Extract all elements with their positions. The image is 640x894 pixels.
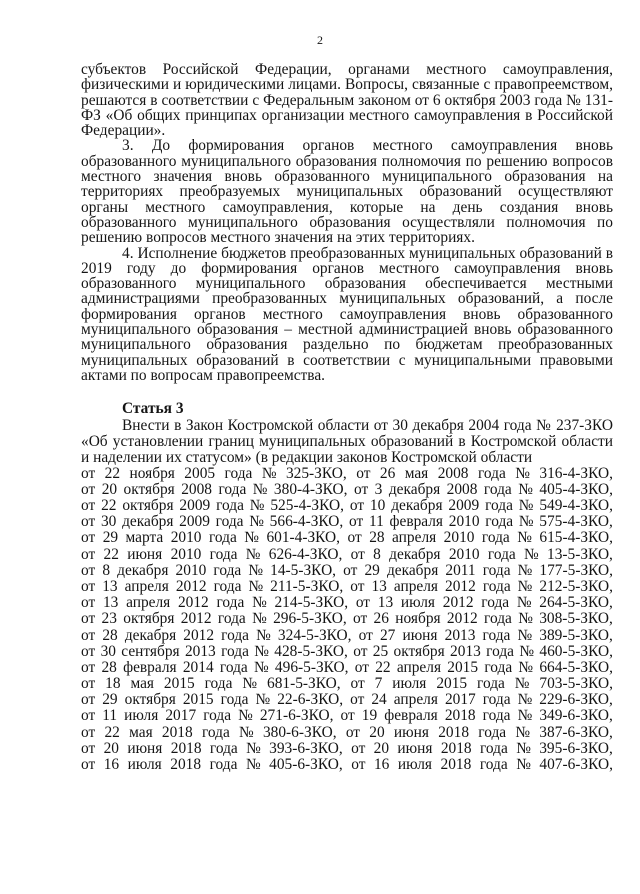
- amendment-word: октября: [393, 642, 445, 660]
- amendment-word: 16: [373, 756, 390, 773]
- amendment-word: от: [350, 675, 365, 693]
- amendment-word: 20: [103, 739, 119, 757]
- amendment-word: года: [209, 545, 238, 563]
- amendment-word: 18: [105, 675, 121, 693]
- section-gap: [81, 383, 613, 401]
- amendment-word: 2018: [438, 723, 470, 741]
- amendment-word: года: [486, 642, 515, 660]
- amendment-word: года: [481, 594, 510, 612]
- amendment-word: 2005: [184, 464, 216, 482]
- amendment-word: №: [517, 691, 533, 709]
- amendment-word: 2010: [170, 529, 202, 547]
- amendment-word: 703-5-ЗКО,: [539, 675, 613, 693]
- amendment-word: №: [245, 545, 261, 563]
- amendment-word: 2010: [448, 545, 480, 563]
- page-number: 2: [317, 33, 323, 47]
- amendment-word: 2009: [179, 497, 211, 514]
- amendment-word: от: [350, 691, 365, 709]
- amendment-word: марта: [125, 529, 164, 547]
- amendment-word: декабря: [388, 480, 441, 498]
- amendment-word: от: [81, 675, 96, 693]
- amendment-word: №: [518, 480, 533, 498]
- amendment-word: сентября: [121, 642, 180, 660]
- amendment-word: 2015: [447, 658, 479, 676]
- amendment-word: №: [245, 756, 261, 773]
- amendment-word: 264-5-ЗКО,: [539, 594, 613, 612]
- amendment-word: 22: [104, 464, 121, 482]
- amendment-word: 549-4-ЗКО,: [539, 497, 613, 514]
- amendment-word: июля: [127, 756, 162, 773]
- amendment-word: 664-5-ЗКО,: [539, 658, 613, 676]
- amendment-word: 7: [374, 675, 383, 693]
- amendment-word: от: [81, 658, 96, 676]
- amendment-word: 2012: [183, 626, 215, 644]
- amendment-word: года: [484, 658, 513, 676]
- amendment-word: №: [524, 545, 539, 563]
- amendment-word: №: [519, 642, 535, 660]
- amendment-word: 214-5-ЗКО,: [274, 594, 349, 612]
- amendment-word: года: [482, 577, 511, 595]
- amendment-word: №: [252, 610, 267, 628]
- amendment-word: №: [517, 707, 533, 725]
- amendment-line: [81, 757, 613, 773]
- amendment-word: 2010: [170, 545, 202, 563]
- amendment-word: 405-4-ЗКО,: [539, 480, 613, 498]
- amendment-word: 11: [368, 513, 384, 531]
- amendment-word: 2013: [184, 642, 216, 660]
- amendment-word: от: [349, 497, 365, 514]
- amendment-word: года: [203, 707, 232, 725]
- amendment-word: от: [81, 480, 96, 498]
- amendment-word: 2012: [175, 577, 207, 595]
- amendment-word: 395-6-ЗКО,: [539, 739, 613, 757]
- amendment-word: 8: [373, 545, 381, 563]
- amendment-word: года: [213, 577, 242, 595]
- amendment-word: от: [81, 691, 96, 709]
- amendment-word: от: [351, 739, 366, 757]
- amendment-word: 13-5-ЗКО,: [547, 545, 613, 563]
- amendment-word: №: [249, 513, 264, 531]
- amendment-word: 14-5-ЗКО,: [270, 561, 337, 579]
- amendment-word: года: [221, 642, 249, 660]
- amendment-word: от: [81, 577, 96, 595]
- amendment-word: 2018: [170, 756, 202, 773]
- amendment-word: 2012: [446, 610, 478, 628]
- amendment-word: 601-4-ЗКО,: [266, 529, 341, 547]
- amendment-word: 325-ЗКО,: [285, 464, 347, 482]
- amendment-word: 389-5-ЗКО,: [539, 626, 613, 644]
- amendment-word: 2018: [440, 756, 472, 773]
- amendment-word: года: [479, 756, 508, 773]
- amendment-word: года: [485, 497, 513, 514]
- amendment-word: от: [81, 513, 96, 531]
- amendment-word: года: [479, 739, 508, 757]
- amendment-word: 13: [377, 594, 394, 612]
- amendment-word: 380-6-ЗКО,: [262, 723, 337, 741]
- amendment-word: от: [350, 545, 365, 563]
- amendment-word: 2009: [179, 513, 210, 531]
- amendment-word: №: [518, 513, 534, 531]
- amendment-word: 212-5-ЗКО,: [539, 577, 613, 595]
- amendment-word: апреля: [393, 691, 438, 709]
- amendment-word: апреля: [396, 658, 442, 676]
- amendment-word: от: [81, 545, 96, 563]
- amendment-word: от: [81, 739, 96, 757]
- amendment-word: года: [209, 739, 238, 757]
- amendment-line: [81, 725, 613, 741]
- amendment-line: [81, 595, 613, 611]
- amendment-word: 28: [101, 658, 117, 676]
- amendment-word: июня: [127, 545, 163, 563]
- amendment-word: октября: [122, 497, 174, 514]
- amendment-word: от: [81, 594, 96, 612]
- amendment-word: февраля: [123, 658, 177, 676]
- amendment-word: апреля: [393, 577, 438, 595]
- paragraph-item-4: 4. Исполнение бюджетов преобразованных муниципальных образований в 2019 году до формирования органов местного самоуправления вновь образованного муниципального образования обеспечивается местными администрациями преобразованных муниципальных образований, а после формирования органов местного самоуправления вновь образованного муниципального образования – местной администрацией вновь образованного муниципального образования раздельно по бюджетам преобразованных муниципальных образований в соответствии с муниципальными правовыми актами по вопросам правопреемства.: [81, 244, 613, 384]
- amendment-word: 29: [364, 561, 380, 579]
- amendment-word: декабря: [391, 497, 443, 514]
- amendment-word: 22-6-ЗКО,: [277, 691, 344, 709]
- amendment-word: 2008: [446, 480, 478, 498]
- amendment-word: 26: [379, 464, 396, 482]
- amendment-word: 324-5-ЗКО,: [277, 626, 352, 644]
- amendment-word: года: [216, 594, 245, 612]
- amendment-word: №: [246, 739, 261, 757]
- amendment-word: от: [81, 756, 96, 773]
- amendment-word: №: [256, 626, 271, 644]
- amendment-word: октября: [123, 480, 175, 498]
- amendment-word: 2015: [182, 691, 214, 709]
- amendment-word: декабря: [122, 513, 174, 531]
- amendment-word: №: [518, 497, 534, 514]
- amendment-word: 407-6-ЗКО,: [539, 756, 613, 773]
- amendment-word: 20: [101, 480, 118, 498]
- amendment-line: [81, 482, 613, 498]
- amendment-word: от: [347, 529, 362, 547]
- amendment-word: от: [345, 723, 361, 741]
- amendment-word: года: [482, 691, 511, 709]
- amendment-word: года: [484, 610, 512, 628]
- amendment-line: [81, 611, 613, 627]
- amendment-word: 2013: [450, 642, 481, 660]
- amendment-word: года: [215, 513, 244, 531]
- amendment-word: 13: [102, 577, 118, 595]
- amendment-word: декабря: [124, 626, 177, 644]
- amendment-word: №: [517, 626, 533, 644]
- amendment-word: 29: [102, 691, 118, 709]
- amendment-word: №: [261, 464, 277, 482]
- amendment-word: ноября: [395, 610, 441, 628]
- amendment-word: 13: [371, 577, 387, 595]
- amendment-word: 2015: [163, 675, 195, 693]
- amendment-word: от: [340, 707, 355, 725]
- amendment-word: 428-5-ЗКО,: [274, 642, 348, 660]
- amendment-line: [81, 466, 613, 482]
- amendment-word: 681-5-ЗКО,: [267, 675, 341, 693]
- amendment-word: года: [482, 626, 511, 644]
- amendment-word: №: [249, 497, 265, 514]
- amendment-line: [81, 514, 613, 530]
- amendment-word: года: [483, 480, 512, 498]
- amendment-word: 8: [102, 561, 111, 579]
- amendment-word: №: [518, 658, 534, 676]
- amendment-word: 2010: [443, 529, 475, 547]
- amendment-word: года: [485, 513, 514, 531]
- amendment-word: №: [515, 464, 530, 482]
- amendment-word: 2018: [444, 707, 476, 725]
- amendment-word: от: [354, 658, 369, 676]
- amendment-word: от: [81, 610, 96, 628]
- amendment-word: 19: [361, 707, 378, 725]
- amendment-word: №: [517, 529, 532, 547]
- amendment-word: 22: [104, 723, 120, 741]
- amendment-word: 308-5-ЗКО,: [539, 610, 613, 628]
- amendment-word: №: [518, 610, 533, 628]
- amendment-word: 20: [369, 723, 385, 741]
- amendment-word: №: [516, 594, 532, 612]
- amendment-word: 2017: [444, 691, 476, 709]
- amendment-word: года: [477, 675, 505, 693]
- amendment-word: 3: [374, 480, 383, 498]
- amendment-word: 387-6-ЗКО,: [539, 723, 613, 741]
- amendment-line: [81, 498, 613, 514]
- amendment-word: года: [201, 723, 230, 741]
- amendment-word: №: [238, 707, 253, 725]
- amendment-word: года: [224, 464, 253, 482]
- amendment-word: №: [248, 577, 264, 595]
- paragraph-continuation: субъектов Российской Федерации, органами местного самоуправления, физическими и юридическими лицами. Вопросы, связанные с правопреемством, решаются в соответствии с Федеральным законом от 6 октября 2003 года № 131-ФЗ «Об общих принципах организации местного самоуправления в Российской Федерации».: [81, 61, 613, 140]
- amendment-word: 496-5-ЗКО,: [274, 658, 349, 676]
- amendment-word: 615-4-ЗКО,: [539, 529, 613, 547]
- amendment-word: апреля: [126, 594, 171, 612]
- amendment-word: 460-5-ЗКО,: [539, 642, 613, 660]
- amendment-word: №: [516, 739, 531, 757]
- amendment-word: от: [81, 497, 96, 514]
- amendment-line: [81, 676, 613, 692]
- document-body: [81, 62, 613, 773]
- amendment-word: апреля: [124, 577, 169, 595]
- amendment-word: 28: [369, 529, 385, 547]
- amendment-word: 2018: [170, 739, 202, 757]
- amendment-word: 2018: [440, 739, 472, 757]
- amendment-word: 22: [103, 545, 119, 563]
- amendment-line: [81, 644, 613, 660]
- amendment-word: 13: [102, 594, 119, 612]
- amendment-word: №: [252, 594, 267, 612]
- amendment-word: 2018: [161, 723, 193, 741]
- amendment-line: [81, 563, 613, 579]
- amendment-word: 28: [102, 626, 118, 644]
- amendment-list: [81, 466, 613, 774]
- amendment-word: года: [217, 610, 246, 628]
- amendment-word: июля: [397, 756, 433, 773]
- amendment-line: [81, 530, 613, 546]
- amendment-word: июня: [397, 739, 433, 757]
- amendment-word: №: [242, 675, 258, 693]
- amendment-word: июля: [392, 675, 427, 693]
- amendment-line: [81, 660, 613, 676]
- amendment-word: октября: [124, 691, 176, 709]
- amendment-word: июля: [400, 594, 436, 612]
- amendment-word: 2015: [436, 675, 468, 693]
- amendment-word: года: [487, 545, 516, 563]
- amendment-word: мая: [404, 464, 429, 482]
- article-heading: Статья 3: [122, 400, 184, 418]
- article-intro: Внести в Закон Костромской области от 30 декабря 2004 года № 237-ЗКО «Об установлении границ муниципальных образований в Костромской области и наделении их статусом» (в редакции законов Костромской области: [81, 417, 613, 466]
- amendment-word: 22: [375, 658, 391, 676]
- amendment-word: №: [239, 723, 254, 741]
- amendment-word: 2012: [177, 594, 209, 612]
- amendment-word: №: [244, 529, 259, 547]
- amendment-word: года: [477, 464, 506, 482]
- amendment-word: №: [254, 642, 269, 660]
- amendment-word: от: [358, 626, 373, 644]
- amendment-word: года: [220, 691, 249, 709]
- amendment-word: мая: [130, 675, 154, 693]
- amendment-word: 2010: [175, 561, 207, 579]
- amendment-word: 380-4-ЗКО,: [273, 480, 348, 498]
- amendment-word: года: [482, 707, 511, 725]
- amendment-word: 393-6-ЗКО,: [269, 739, 343, 757]
- amendment-word: 177-5-ЗКО,: [539, 561, 613, 579]
- amendment-word: №: [517, 577, 533, 595]
- amendment-word: февраля: [389, 513, 444, 531]
- amendment-word: года: [221, 626, 250, 644]
- amendment-word: 26: [373, 610, 389, 628]
- amendment-word: от: [351, 756, 366, 773]
- amendment-word: мая: [129, 723, 153, 741]
- amendment-word: 525-4-ЗКО,: [270, 497, 344, 514]
- amendment-word: №: [515, 723, 531, 741]
- amendment-word: 11: [102, 707, 118, 725]
- amendment-word: 271-6-ЗКО,: [259, 707, 334, 725]
- amendment-word: 24: [371, 691, 387, 709]
- amendment-word: от: [81, 626, 96, 644]
- amendment-word: 23: [101, 610, 117, 628]
- amendment-word: от: [350, 577, 365, 595]
- amendment-line: [81, 708, 613, 724]
- amendment-word: №: [248, 561, 264, 579]
- amendment-word: 2008: [437, 464, 469, 482]
- amendment-word: декабря: [117, 561, 169, 579]
- amendment-word: от: [81, 723, 96, 741]
- amendment-word: от: [81, 642, 96, 660]
- amendment-word: 2008: [181, 480, 212, 498]
- amendment-line: [81, 547, 613, 563]
- amendment-word: 2017: [165, 707, 197, 725]
- amendment-word: от: [349, 513, 364, 531]
- amendment-word: №: [253, 658, 269, 676]
- amendment-word: №: [255, 691, 271, 709]
- amendment-word: от: [81, 707, 96, 725]
- amendment-word: октября: [123, 610, 175, 628]
- amendment-word: 2014: [182, 658, 214, 676]
- amendment-word: 2012: [442, 594, 474, 612]
- amendment-word: июня: [393, 723, 429, 741]
- amendment-word: от: [81, 561, 96, 579]
- amendment-word: ноября: [129, 464, 175, 482]
- amendment-word: декабря: [386, 561, 439, 579]
- amendment-word: года: [482, 561, 511, 579]
- amendment-word: 27: [379, 626, 396, 644]
- amendment-word: №: [517, 561, 533, 579]
- amendment-word: от: [353, 642, 368, 660]
- amendment-line: [81, 692, 613, 708]
- amendment-line: [81, 628, 613, 644]
- amendment-word: 29: [102, 529, 119, 547]
- amendment-word: 25: [372, 642, 389, 660]
- amendment-word: от: [81, 464, 96, 482]
- amendment-word: №: [514, 675, 530, 693]
- amendment-word: июня: [127, 739, 163, 757]
- amendment-word: 22: [101, 497, 117, 514]
- paragraph-item-3: 3. До формирования органов местного самоуправления вновь образованного муниципального образования полномочия по решению вопросов местного значения вновь образованного муниципального образования на территориях преобразуемых муниципальных образований осуществляют органы местного самоуправления, которые на день создания вновь образованного муниципального образования осуществляли полномочия по решению вопросов местного значения на этих территориях.: [81, 137, 613, 247]
- amendment-word: от: [353, 480, 369, 498]
- amendment-word: года: [208, 529, 237, 547]
- amendment-word: года: [204, 675, 233, 693]
- amendment-word: 30: [100, 513, 117, 531]
- amendment-word: 2011: [445, 561, 476, 579]
- amendment-word: года: [481, 529, 510, 547]
- amendment-word: 316-4-ЗКО,: [539, 464, 613, 482]
- amendment-word: 349-6-ЗКО,: [539, 707, 613, 725]
- amendment-line: [81, 741, 613, 757]
- amendment-word: от: [355, 594, 371, 612]
- amendment-word: июня: [402, 626, 438, 644]
- amendment-word: 10: [369, 497, 386, 514]
- amendment-word: от: [353, 610, 368, 628]
- amendment-word: 2010: [448, 513, 480, 531]
- amendment-word: года: [218, 480, 247, 498]
- amendment-word: 229-6-ЗКО,: [539, 691, 613, 709]
- amendment-word: 211-5-ЗКО,: [270, 577, 344, 595]
- amendment-word: от: [81, 529, 96, 547]
- amendment-word: 566-4-ЗКО,: [269, 513, 344, 531]
- amendment-word: июля: [124, 707, 159, 725]
- amendment-word: №: [252, 480, 268, 498]
- amendment-word: 2013: [444, 626, 476, 644]
- amendment-word: 16: [103, 756, 120, 773]
- amendment-word: 2012: [180, 610, 212, 628]
- amendment-word: 20: [373, 739, 390, 757]
- amendment-word: 2012: [445, 577, 476, 595]
- amendment-word: года: [213, 561, 242, 579]
- amendment-word: февраля: [384, 707, 438, 725]
- amendment-word: 2009: [448, 497, 480, 514]
- amendment-word: от: [343, 561, 358, 579]
- amendment-word: года: [216, 497, 244, 514]
- amendment-word: года: [209, 756, 238, 773]
- amendment-word: №: [516, 756, 531, 773]
- amendment-line: [81, 579, 613, 595]
- amendment-word: декабря: [389, 545, 441, 563]
- amendment-word: 626-4-ЗКО,: [268, 545, 343, 563]
- amendment-word: года: [219, 658, 248, 676]
- amendment-word: 30: [100, 642, 116, 660]
- amendment-word: года: [478, 723, 507, 741]
- amendment-word: апреля: [392, 529, 437, 547]
- amendment-word: 296-5-ЗКО,: [273, 610, 347, 628]
- amendment-word: 575-4-ЗКО,: [539, 513, 613, 531]
- amendment-word: 405-6-ЗКО,: [269, 756, 343, 773]
- amendment-word: от: [356, 464, 371, 482]
